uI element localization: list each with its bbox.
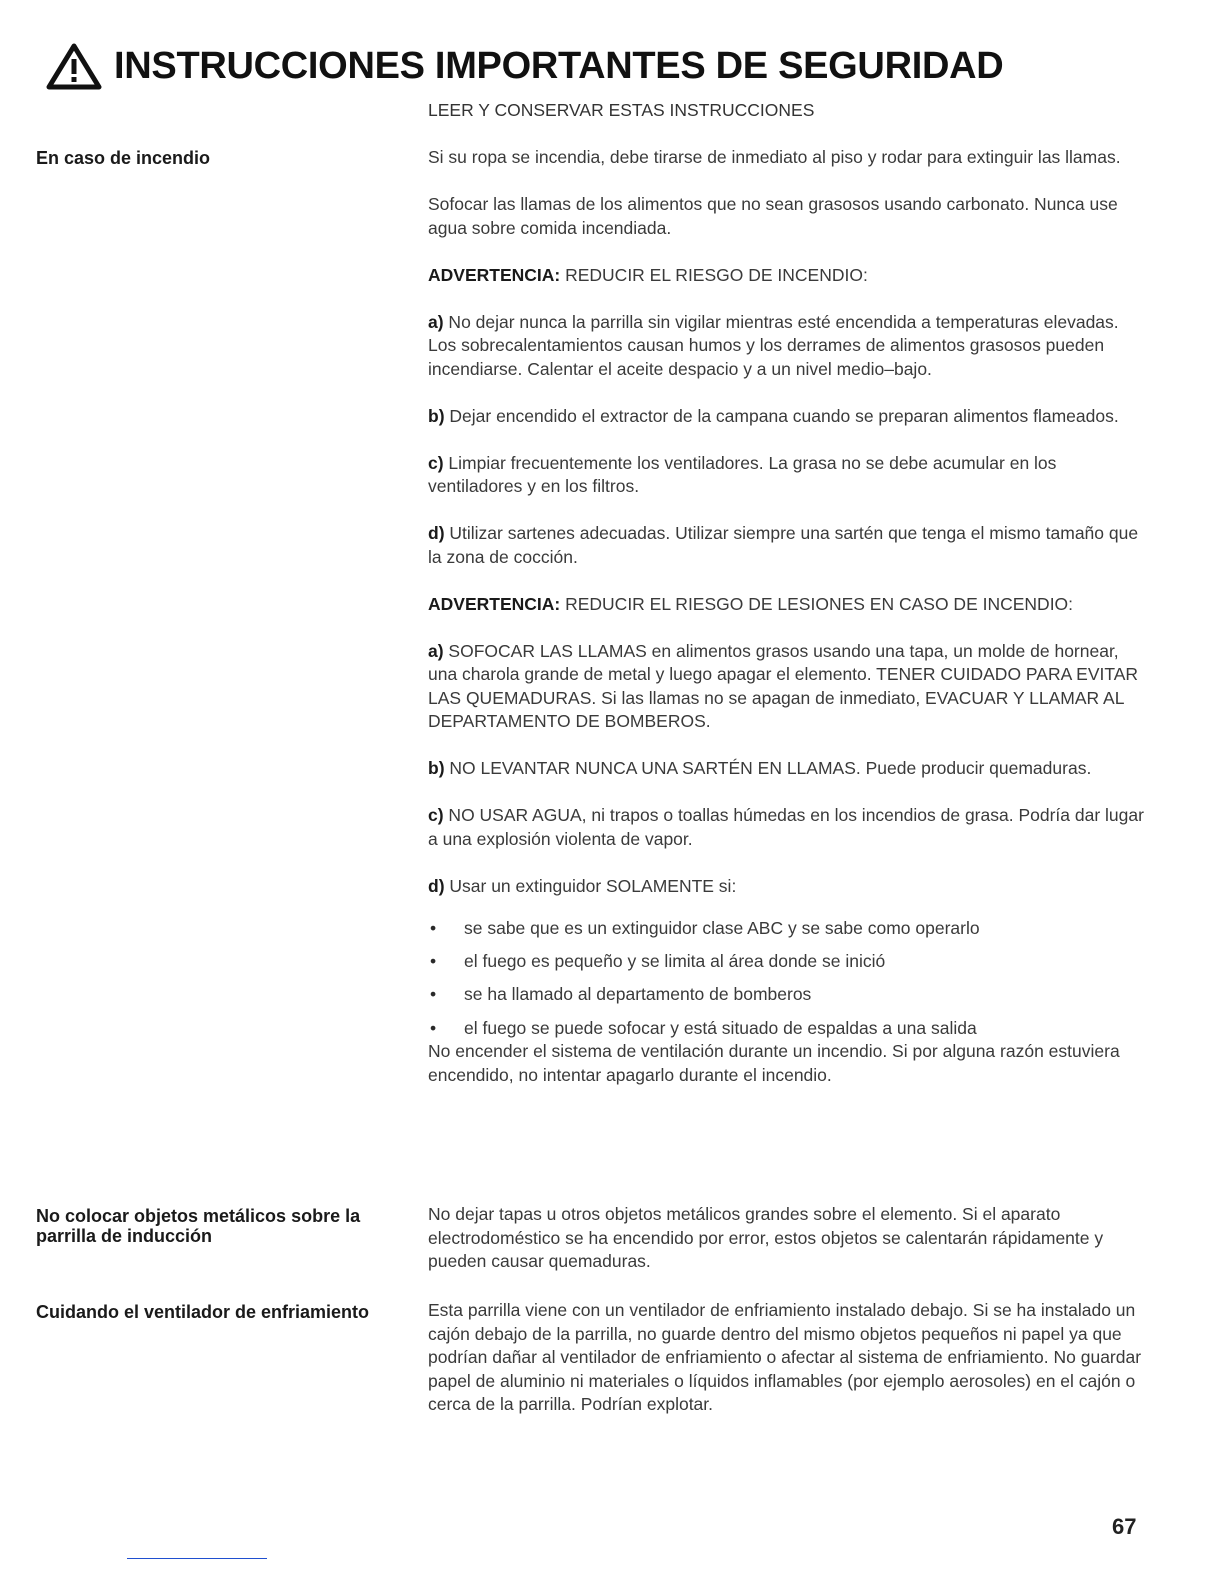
item-text: Usar un extinguidor SOLAMENTE si: bbox=[444, 875, 737, 896]
warning-label: ADVERTENCIA: bbox=[428, 593, 561, 614]
item-text: Utilizar sartenes adecuadas. Utilizar siempre una sartén que tenga el mismo tamaño que la zona de cocción. bbox=[428, 523, 1139, 567]
list-item bbox=[428, 452, 1148, 499]
paragraph: Sofocar las llamas de los alimentos que no sean grasosos usando carbonato. Nunca use agua sobre comida incendiada. bbox=[428, 194, 1118, 238]
item-letter: c) bbox=[428, 452, 444, 473]
paragraph: Si su ropa se incendia, debe tirarse de inmediato al piso y rodar para extinguir las llamas. bbox=[428, 147, 1121, 167]
warning-text: REDUCIR EL RIESGO DE LESIONES EN CASO DE INCENDIO: bbox=[560, 593, 1074, 614]
paragraph: No encender el sistema de ventilación durante un incendio. Si por alguna razón estuviera encendido, no intentar apagarlo durante el incendio. bbox=[428, 1041, 1120, 1085]
item-text: Dejar encendido el extractor de la campana cuando se preparan alimentos flameados. bbox=[444, 405, 1119, 426]
footer-rule bbox=[127, 1558, 267, 1559]
bullet-item: • el fuego se puede sofocar y está situado de espaldas a una salida bbox=[428, 1017, 1148, 1041]
list-item bbox=[428, 405, 1148, 429]
list-item bbox=[428, 757, 1148, 781]
bullet-list bbox=[428, 917, 1148, 1040]
item-letter: a) bbox=[428, 640, 444, 661]
section-label-fan: Cuidando el ventilador de enfriamiento bbox=[36, 1302, 370, 1322]
section-body-fan bbox=[428, 1299, 1148, 1417]
item-text: Limpiar frecuentemente los ventiladores. La grasa no se debe acumular en los ventiladores y en los filtros. bbox=[428, 452, 1057, 496]
page-title: INSTRUCCIONES IMPORTANTES DE SEGURIDAD bbox=[114, 44, 1004, 87]
item-text: NO LEVANTAR NUNCA UNA SARTÉN EN LLAMAS. Puede producir quemaduras. bbox=[444, 758, 1092, 778]
item-text: NO USAR AGUA, ni trapos o toallas húmedas en los incendios de grasa. Podría dar lugar a una explosión violenta de vapor. bbox=[428, 805, 1144, 849]
section-body-fire bbox=[428, 146, 1148, 1111]
list-item bbox=[428, 522, 1148, 569]
item-text: No dejar nunca la parrilla sin vigilar mientras esté encendida a temperaturas elevadas. Los sobrecalentamientos causan humos y los derrames de alimentos grasosos pueden incendiarse. Calentar el aceite despacio y a un nivel medio–bajo. bbox=[428, 311, 1119, 379]
item-letter: a) bbox=[428, 311, 444, 332]
paragraph: Esta parrilla viene con un ventilador de enfriamiento instalado debajo. Si se ha instalado un cajón debajo de la parrilla, no guarde dentro del mismo objetos pequeños ni papel ya que podrían dañar al ventilador de enfriamiento o afectar al sistema de enfriamiento. No guardar papel de aluminio ni materiales o líquidos inflamables (por ejemplo aerosoles) en el cajón o cerca de la parrilla. Podrían explotar. bbox=[428, 1300, 1142, 1414]
section-label-metal: No colocar objetos metálicos sobre la parrilla de inducción bbox=[36, 1206, 361, 1246]
item-letter: b) bbox=[428, 405, 445, 426]
paragraph: No dejar tapas u otros objetos metálicos grandes sobre el elemento. Si el aparato electrodoméstico se ha encendido por error, estos objetos se calentarán rápidamente y pueden causar quemaduras. bbox=[428, 1204, 1104, 1271]
bullet-item: • el fuego es pequeño y se limita al área donde se inició bbox=[428, 950, 1148, 974]
list-item bbox=[428, 640, 1148, 734]
item-letter: d) bbox=[428, 875, 445, 896]
list-item bbox=[428, 311, 1148, 382]
section-label-fire: En caso de incendio bbox=[36, 148, 211, 168]
item-letter: b) bbox=[428, 758, 445, 778]
page-header bbox=[46, 42, 1003, 90]
list-item bbox=[428, 804, 1148, 851]
bullet-item: • se ha llamado al departamento de bomberos bbox=[428, 983, 1148, 1007]
list-item bbox=[428, 875, 1148, 899]
bullet-item: • se sabe que es un extinguidor clase ABC y se sabe como operarlo bbox=[428, 917, 1148, 941]
page-subtitle: LEER Y CONSERVAR ESTAS INSTRUCCIONES bbox=[428, 100, 815, 120]
page-number: 67 bbox=[1112, 1514, 1137, 1539]
item-text: SOFOCAR LAS LLAMAS en alimentos grasos usando una tapa, un molde de hornear, una charola grande de metal y luego apagar el elemento. TENER CUIDADO PARA EVITAR LAS QUEMADURAS. Si las llamas no se apagan de inmediato, EVACUAR Y LLAMAR AL DEPARTAMENTO DE BOMBEROS. bbox=[428, 640, 1139, 731]
warning-text: REDUCIR EL RIESGO DE INCENDIO: bbox=[560, 264, 868, 285]
warning-heading bbox=[428, 593, 1148, 617]
item-letter: c) bbox=[428, 805, 444, 825]
warning-label: ADVERTENCIA: bbox=[428, 264, 561, 285]
section-body-metal bbox=[428, 1203, 1148, 1274]
warning-heading bbox=[428, 264, 1148, 288]
item-letter: d) bbox=[428, 523, 445, 543]
warning-triangle-icon bbox=[46, 42, 102, 90]
